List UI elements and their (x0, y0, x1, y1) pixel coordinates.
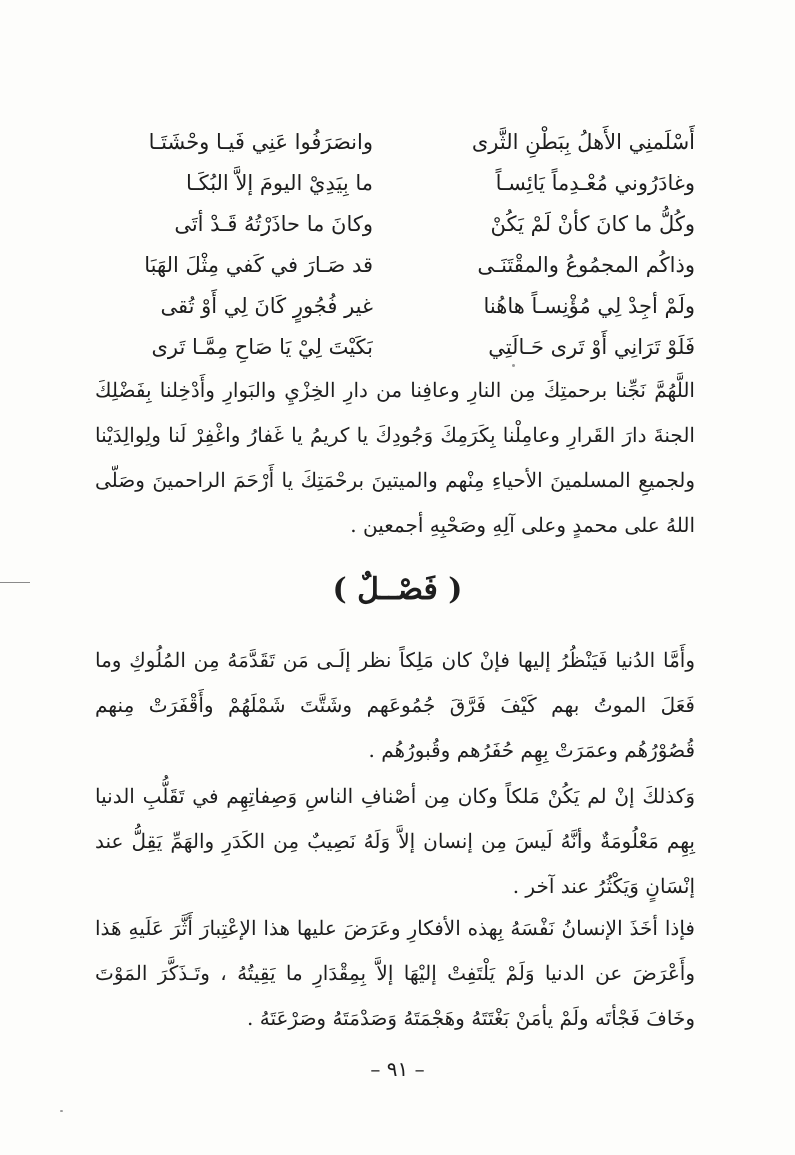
verse-second-hemistich: وانصَرَفُوا عَنِي فَيـا وحْشَتَـا (148, 130, 373, 154)
verse (110, 204, 695, 245)
verse-second-hemistich: ما بِيَدِيْ اليومَ إلاَّ البُكَـا (186, 171, 373, 195)
prayer-paragraph: اللَّهُمَّ نَجِّنا برحمتِكَ مِن النارِ وعافِنا من دارِ الخِزْيِ والبَوارِ وأَدْخِلنا بِفَضْلِكَ الجنةَ دارَ القَرارِ وعامِلْنا بِكَرَمِكَ وَجُودِكَ يا كريمُ يا غَفارُ واغْفِرْ لَنا ولِوالِدَيْنا ولجميعِ المسلمينَ الأحياءِ مِنْهم والميتينَ برحْمَتِكَ يا أَرْحَمَ الراحمينَ وصَلّى اللهُ على محمدٍ وعلى آلِهِ وصَحْبِهِ أجمعين . (95, 378, 695, 537)
verse-first-hemistich: فَلَوْ تَرَانِي أَوْ تَرى حَـالَتِي (488, 335, 695, 359)
verse-first-hemistich: أَسْلَمنِي الأَهلُ بِبَطْنِ الثَّرى (471, 130, 695, 154)
body-paragraph: وأَمَّا الدُنيا فَيَنْظُرُ إليها فإنْ كان مَلِكاً نظر إلَـى مَن تَقَدَّمَهُ مِن المُلُوكِ وما فَعَلَ الموتُ بهم كَيْفَ فَرَّقَ جُمُوعَهم وشَتَّتَ شَمْلَهُمْ وأَقْفَرَتْ مِنهم قُصُوْرُهُم وعمَرَتْ بِهِم حُفَرُهم وقُبورُهُم . (95, 648, 695, 762)
poem (110, 122, 695, 368)
verse-first-hemistich: ولَمْ أجِدْ لِي مُؤْنِسـاً هاهُنا (483, 294, 695, 318)
verse-second-hemistich: غير فُجُورٍ كَانَ لِي أَوْ تُقى (160, 294, 373, 318)
body-paragraph: فإذا أخَذَ الإنسانُ نَفْسَهُ بِهذه الأفكارِ وعَرَضَ عليها هذا الإعْتِبارَ أَثَّرَ عَلَيهِ هَذا وأَعْرَضَ عن الدنيا وَلَمْ يَلْتَفِتْ إليْهَا إلاَّ بِمِقْدَارِ ما يَقِيتُهُ ، وتَـذَكَّرَ المَوْتَ وخَافَ فَجْأتَه ولَمْ يأمَنْ بَغْتَتَهُ وهَجْمَتَهُ وَصَدْمَتَهُ وصَرْعَتَهُ . (95, 916, 695, 1030)
verse (110, 122, 695, 163)
verse-second-hemistich: بَكَيْتَ لِيْ يَا صَاحِ مِمَّـا تَرى (151, 335, 373, 359)
verse (110, 245, 695, 286)
verse-second-hemistich: قد صَـارَ في كَفي مِثْلَ الهَبَا (144, 253, 373, 277)
verse (110, 286, 695, 327)
ink-speck (512, 364, 515, 367)
margin-mark (0, 582, 30, 583)
verse (110, 327, 695, 368)
verse (110, 163, 695, 204)
verse-first-hemistich: وذاكُم المجمُوعُ والمقْتَنَـى (477, 253, 695, 277)
ink-speck (60, 1110, 63, 1112)
verse-second-hemistich: وكانَ ما حاذَرْتُهُ قَـدْ أتَى (174, 212, 373, 236)
page-number: – ٩١ – (370, 1057, 425, 1081)
verse-first-hemistich: وغادَرُوني مُعْـدِماً يَائِسـاً (495, 171, 695, 195)
body-paragraph: وَكذلكَ إنْ لم يَكُنْ مَلكاً وكان مِن أصْنافِ الناسِ وَصِفاتِهِم في تَقَلُّبِ الدنيا بِهِم مَعْلُومَةٌ وأنَّهُ لَيسَ مِن إنسان إلاَّ وَلَهُ نَصِيبٌ مِن الكَدَرِ والهَمِّ يَقِلُّ عند إنْسَانٍ وَيَكْثُرُ عند آخر . (95, 784, 695, 898)
section-heading: ( فَصْــلٌ ) (332, 572, 463, 607)
verse-first-hemistich: وكُلُّ ما كانَ كأنْ لَمْ يَكُنْ (490, 212, 695, 236)
